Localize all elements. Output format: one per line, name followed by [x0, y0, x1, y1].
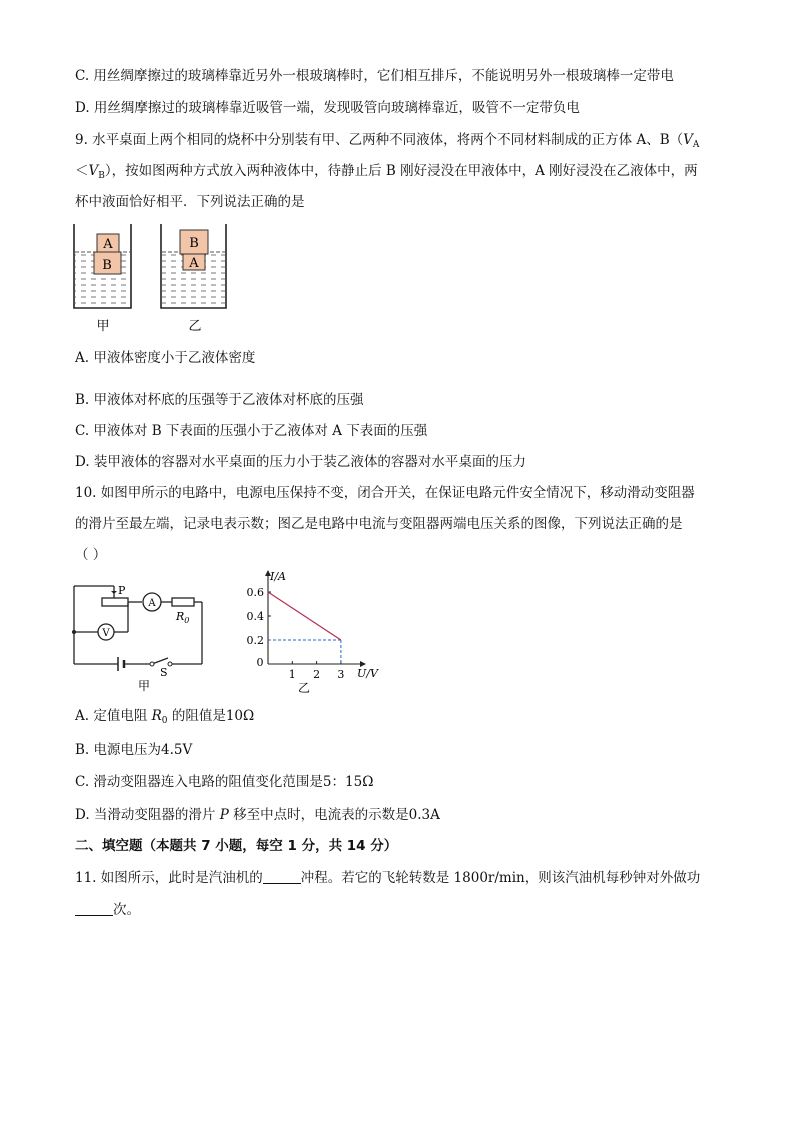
q9-stem-line3: 杯中液面恰好相平．下列说法正确的是	[75, 194, 305, 210]
q10-stem-line3: （ ）	[75, 547, 107, 563]
section-title-fill-in: 二、填空题（本题共 7 小题，每空 1 分，共 14 分）	[75, 838, 398, 854]
q9-stem-line1: 9. 水平桌面上两个相同的烧杯中分别装有甲、乙两种不同液体，将两个不同材料制成的正方体 A、$B(V_A$	[75, 132, 700, 150]
graph-caption: 乙	[297, 681, 311, 695]
slider-label: P	[118, 584, 126, 597]
q9-option-d: D. 装甲液体的容器对水平桌面的压力小于装乙液体的容器对水平桌面的压力	[75, 454, 526, 470]
label-a: A	[103, 237, 113, 252]
voltmeter-label: V	[102, 628, 110, 639]
caption-jia: 甲	[96, 319, 110, 334]
q9-beaker-figure	[70, 222, 240, 337]
ammeter-label: A	[148, 598, 156, 609]
x-tick-label: 0	[256, 656, 264, 669]
q11-blank-1[interactable]	[263, 869, 301, 884]
circuit-caption: 甲	[137, 679, 151, 693]
y-tick-label: 0.4	[246, 610, 264, 623]
q10-iv-graph	[240, 566, 390, 696]
q10-circuit-figure	[68, 578, 218, 698]
q9-option-c: C. 甲液体对 B 下表面的压强小于乙液体对 A 下表面的压强	[75, 423, 428, 439]
q10-option-c: C. 滑动变阻器连入电路的阻值变化范围是5：15Ω	[75, 774, 374, 790]
x-tick-label: 2	[313, 668, 321, 681]
y-tick-label: 0.6	[246, 586, 264, 599]
q9-option-a: A. 甲液体密度小于乙液体密度	[75, 350, 256, 366]
switch-label: S	[160, 666, 168, 679]
label-a-2: A	[189, 256, 199, 271]
q10-option-a: A. 定值电阻 $R_0$ 的阻值是10Ω	[75, 708, 255, 726]
caption-yi: 乙	[188, 319, 202, 334]
q9-option-b: B. 甲液体对杯底的压强等于乙液体对杯底的压强	[75, 392, 364, 408]
resistor-r0	[172, 598, 194, 606]
iv-line	[268, 592, 341, 640]
x-tick-label: 1	[288, 668, 296, 681]
rheostat	[102, 598, 128, 606]
label-b-2: B	[189, 236, 199, 251]
q8-option-c: C. 用丝绸摩擦过的玻璃棒靠近另外一根玻璃棒时，它们相互排斥，不能说明另外一根玻璃棒一定带电	[75, 68, 674, 84]
q10-stem-line2: 的滑片至最左端，记录电表示数；图乙是电路中电流与变阻器两端电压关系的图像，下列说法正确的是	[75, 516, 683, 532]
q10-option-b: B. 电源电压为4.5V	[75, 742, 193, 758]
switch-blade	[152, 658, 168, 664]
q8-option-d: D. 用丝绸摩擦过的玻璃棒靠近吸管一端，发现吸管向玻璃棒靠近，吸管不一定带负电	[75, 100, 580, 116]
q10-option-d: D. 当滑动变阻器的滑片 P 移至中点时，电流表的示数是0.3A	[75, 807, 440, 823]
q11-stem-line2: 次。	[75, 900, 140, 920]
q9-stem-line2: $<V_B$），按如图两种方式放入两种液体中，待静止后 B 刚好浸没在甲液体中，A 刚好浸没在乙液体中，两	[75, 163, 698, 181]
label-b: B	[102, 258, 112, 273]
beaker-jia	[74, 224, 131, 334]
q10-stem-line1: 10. 如图甲所示的电路中，电源电压保持不变，闭合开关，在保证电路元件安全情况下，移动滑动变阻器	[75, 485, 695, 501]
y-axis-label: I/A	[270, 570, 286, 583]
x-axis-label: U/V	[357, 667, 378, 680]
x-tick-label: 3	[337, 668, 345, 681]
q11-stem-line1: 11. 如图所示，此时是汽油机的 冲程。若它的飞轮转数是 1800r/min，则该汽油机每秒钟对外做功	[75, 870, 701, 886]
y-tick-label: 0.2	[246, 634, 264, 647]
r0-label: $R_0$	[176, 610, 190, 625]
q11-blank-2[interactable]	[75, 901, 113, 916]
beaker-yi	[161, 224, 226, 334]
